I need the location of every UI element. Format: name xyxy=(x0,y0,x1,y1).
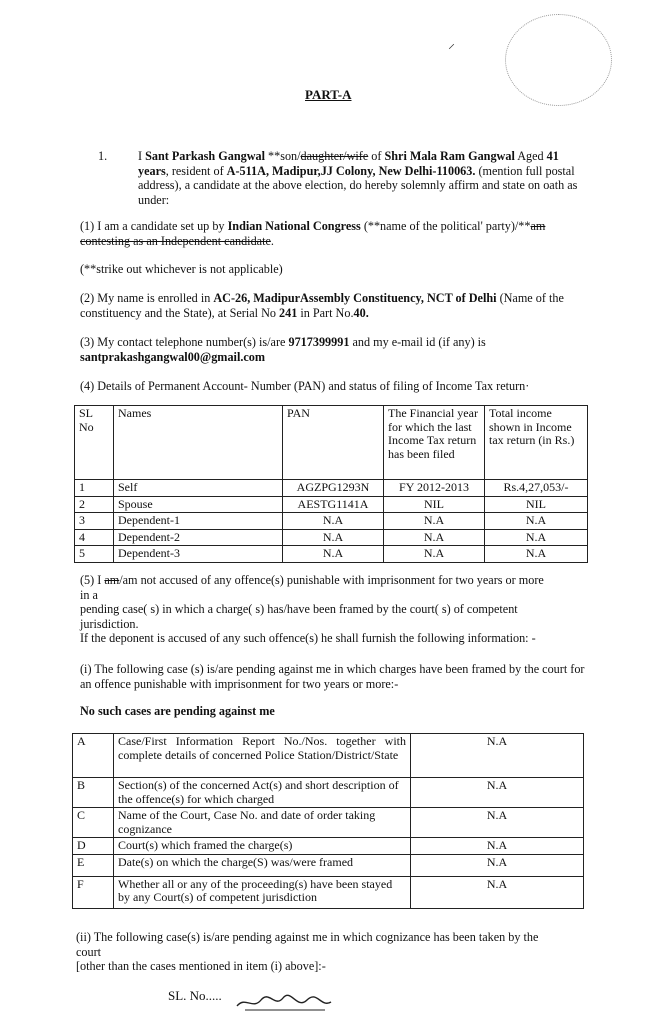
item5ii-text: (ii) The following case(s) is/are pending against me in which cognizance has been taken by the court [other than the cases mentioned in item (i) above]:- xyxy=(76,930,539,974)
pan-header-pan: PAN xyxy=(283,406,384,480)
table-cell: Spouse xyxy=(114,496,283,513)
pan-header-income: Total income shown in Income tax return (in Rs.) xyxy=(485,406,588,480)
table-cell: N.A xyxy=(283,513,384,530)
table-cell: N.A xyxy=(411,838,584,855)
table-cell: Court(s) which framed the charge(s) xyxy=(114,838,411,855)
table-cell: N.A xyxy=(411,808,584,838)
table-cell: Case/First Information Report No./Nos. together with complete details of concerned Police Station/District/State xyxy=(114,734,411,778)
table-cell: D xyxy=(73,838,114,855)
table-cell: Dependent-3 xyxy=(114,546,283,563)
item5i-text: (i) The following case (s) is/are pending against me in which charges have been framed by the court for an offence punishable with imprisonment for two years or more:- xyxy=(80,662,585,691)
table-cell: N.A xyxy=(411,854,584,876)
table-row xyxy=(73,734,584,778)
item1-text: (1) I am a candidate set up by Indian National Congress (**name of the political' party)/**am contesting as an Independent candidate. xyxy=(80,219,546,248)
table-cell: N.A xyxy=(384,529,485,546)
table-cell: N.A xyxy=(283,529,384,546)
table-cell: N.A xyxy=(411,876,584,908)
table-cell: NIL xyxy=(485,496,588,513)
table-row xyxy=(73,876,584,908)
strike-note: (**strike out whichever is not applicable) xyxy=(80,262,283,276)
table-cell: N.A xyxy=(411,778,584,808)
table-cell: F xyxy=(73,876,114,908)
table-cell: 1 xyxy=(75,480,114,497)
table-cell: AGZPG1293N xyxy=(283,480,384,497)
table-row xyxy=(75,513,588,530)
table-cell: N.A xyxy=(411,734,584,778)
pan-table xyxy=(74,405,588,563)
handwritten-signature xyxy=(235,992,335,1014)
serial-mark: SL. No..... xyxy=(168,988,222,1003)
table-cell: Name of the Court, Case No. and date of order taking cognizance xyxy=(114,808,411,838)
table-cell: Self xyxy=(114,480,283,497)
pan-header-sl: SL No xyxy=(75,406,114,480)
para1-text: I Sant Parkash Gangwal **son/daughter/wife of Shri Mala Ram Gangwal Aged 41 years, resident of A-511A, Madipur,JJ Colony, New Delhi-110063. (mention full postal address), a candidate at the above election, do hereby solemnly affirm and state on oath as under: xyxy=(138,149,578,207)
pan-header-fy: The Financial year for which the last Income Tax return has been filed xyxy=(384,406,485,480)
item4-text: (4) Details of Permanent Account- Number (PAN) and status of filing of Income Tax return· xyxy=(80,379,530,393)
table-row xyxy=(73,778,584,808)
table-cell: FY 2012-2013 xyxy=(384,480,485,497)
table-row xyxy=(73,854,584,876)
table-row xyxy=(75,529,588,546)
para1-number: 1. xyxy=(98,149,108,163)
item3-text: (3) My contact telephone number(s) is/are 9717399991 and my e-mail id (if any) is santprakashgangwal00@gmail.com xyxy=(80,335,486,364)
table-cell: 3 xyxy=(75,513,114,530)
table-cell: N.A xyxy=(485,546,588,563)
table-cell: Dependent-1 xyxy=(114,513,283,530)
pen-mark: ⸝ xyxy=(448,36,455,52)
table-cell: N.A xyxy=(485,513,588,530)
table-cell: AESTG1141A xyxy=(283,496,384,513)
table-row xyxy=(73,838,584,855)
pan-table-header xyxy=(75,406,588,480)
table-cell: 5 xyxy=(75,546,114,563)
table-row xyxy=(75,546,588,563)
table-cell: 4 xyxy=(75,529,114,546)
table-cell: NIL xyxy=(384,496,485,513)
table-cell: E xyxy=(73,854,114,876)
table-cell: 2 xyxy=(75,496,114,513)
table-cell: N.A xyxy=(485,529,588,546)
table-cell: B xyxy=(73,778,114,808)
table-cell: Date(s) on which the charge(S) was/were framed xyxy=(114,854,411,876)
table-cell: N.A xyxy=(384,546,485,563)
item2-text: (2) My name is enrolled in AC-26, MadipurAssembly Constituency, NCT of Delhi (Name of the constituency and the State), at Serial No 241 in Part No.40. xyxy=(80,291,564,320)
table-cell: N.A xyxy=(384,513,485,530)
no-cases-heading: No such cases are pending against me xyxy=(80,704,275,718)
table-row xyxy=(73,808,584,838)
table-row xyxy=(75,496,588,513)
table-cell: Section(s) of the concerned Act(s) and short description of the offence(s) for which charged xyxy=(114,778,411,808)
table-cell: N.A xyxy=(283,546,384,563)
case-table xyxy=(72,733,584,909)
table-row xyxy=(75,480,588,497)
table-cell: C xyxy=(73,808,114,838)
pan-header-names: Names xyxy=(114,406,283,480)
notary-stamp xyxy=(505,14,612,106)
page-title: PART-A xyxy=(305,87,352,102)
table-cell: Whether all or any of the proceeding(s) have been stayed by any Court(s) of competent jurisdiction xyxy=(114,876,411,908)
table-cell: Dependent-2 xyxy=(114,529,283,546)
table-cell: Rs.4,27,053/- xyxy=(485,480,588,497)
table-cell: A xyxy=(73,734,114,778)
item5-text: (5) I am/am not accused of any offence(s) punishable with imprisonment for two years or more in a pending case( s) in which a charge( s) has/have been framed by the court( s) of competent jurisdiction. If the deponent is accused of any such offence(s) he shall furnish the following information: - xyxy=(80,573,544,646)
